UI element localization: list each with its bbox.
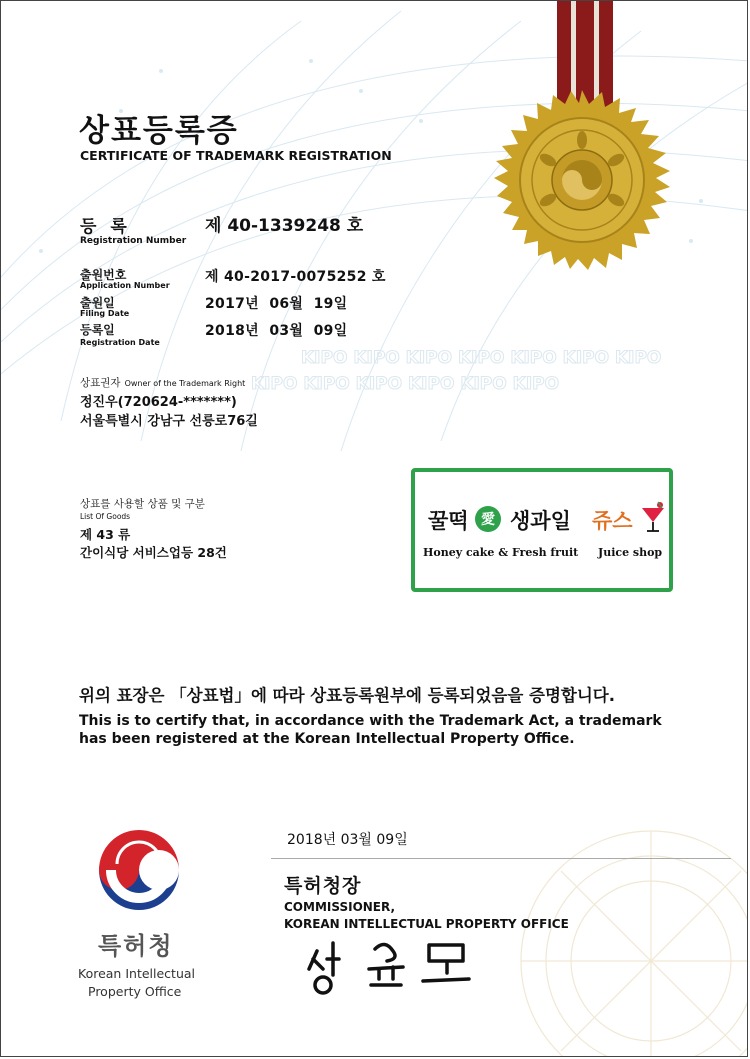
- goods-label: 상표를 사용할 상품 및 구분: [80, 498, 205, 510]
- trademark-text-ko-2: 생과일: [510, 509, 571, 533]
- certification-statement-en-1: This is to certify that, in accordance with the Trademark Act, a trademark: [79, 713, 662, 729]
- filing-date: 2017년 06월 19일: [205, 296, 348, 312]
- registration-date-label-en: Registration Date: [80, 338, 160, 347]
- owner-address: 서울특별시 강남구 선릉로76길: [80, 414, 258, 429]
- taegeuk-logo-icon: [93, 824, 185, 916]
- filing-label-en: Filing Date: [80, 309, 130, 318]
- title-korean: 상표등록증: [79, 113, 239, 149]
- application-number: 제 40-2017-0075252 호: [205, 269, 386, 285]
- trademark-text-ko-3: 쥬스: [592, 509, 633, 533]
- filing-label: 출원일: [80, 296, 115, 310]
- goods-description: 간이식당 서비스업등 28건: [80, 545, 227, 560]
- registration-date-label: 등록일: [80, 323, 115, 337]
- trademark-love-badge: 愛: [475, 506, 501, 532]
- title-english: CERTIFICATE OF TRADEMARK REGISTRATION: [80, 148, 392, 163]
- registration-label-en: Registration Number: [80, 236, 187, 246]
- certification-statement-en-2: has been registered at the Korean Intellectual Property Office.: [79, 731, 575, 747]
- owner-label: [80, 375, 245, 390]
- trademark-text-en-1: Honey cake & Fresh fruit: [423, 546, 579, 559]
- trademark-text-en-2: Juice shop: [598, 546, 663, 559]
- commissioner-title-ko: 특허청장: [284, 875, 362, 897]
- application-label-en: Application Number: [80, 281, 170, 290]
- certification-statement-ko: 위의 표장은 「상표법」에 따라 상표등록원부에 등록되었음을 증명합니다.: [79, 686, 615, 705]
- goods-label-en: List Of Goods: [80, 512, 131, 521]
- registration-date: 2018년 03월 09일: [205, 323, 348, 339]
- goods-class: 제 43 류: [80, 527, 131, 542]
- owner-name: 정진우(720624-*******): [80, 395, 237, 410]
- cocktail-glass-icon: [640, 500, 666, 534]
- owner-label-en: Owner of the Trademark Right: [124, 379, 246, 388]
- divider: [271, 858, 731, 859]
- commissioner-title-en-1: COMMISSIONER,: [284, 900, 396, 914]
- watermark-kipo-row2: KIPO KIPO KIPO KIPO KIPO KIPO: [251, 374, 560, 394]
- office-name-en-1: Korean Intellectual: [78, 966, 195, 981]
- issue-date: 2018년 03월 09일: [287, 832, 408, 848]
- office-name-en-2: Property Office: [88, 984, 182, 999]
- gold-seal-icon: [490, 88, 674, 272]
- commissioner-title-en-2: KOREAN INTELLECTUAL PROPERTY OFFICE: [284, 917, 569, 931]
- signature: [299, 929, 489, 999]
- trademark-text-ko-1: 꿀떡: [428, 509, 469, 533]
- registration-label: 등 록: [80, 217, 131, 237]
- trademark-image: [411, 468, 673, 592]
- owner-label-ko: 상표권자: [80, 377, 121, 389]
- office-name-ko: 특허청: [98, 932, 174, 960]
- application-label: 출원번호: [80, 268, 127, 282]
- registration-number: 제 40-1339248 호: [205, 216, 364, 236]
- watermark-kipo-row1: KIPO KIPO KIPO KIPO KIPO KIPO KIPO: [301, 348, 662, 368]
